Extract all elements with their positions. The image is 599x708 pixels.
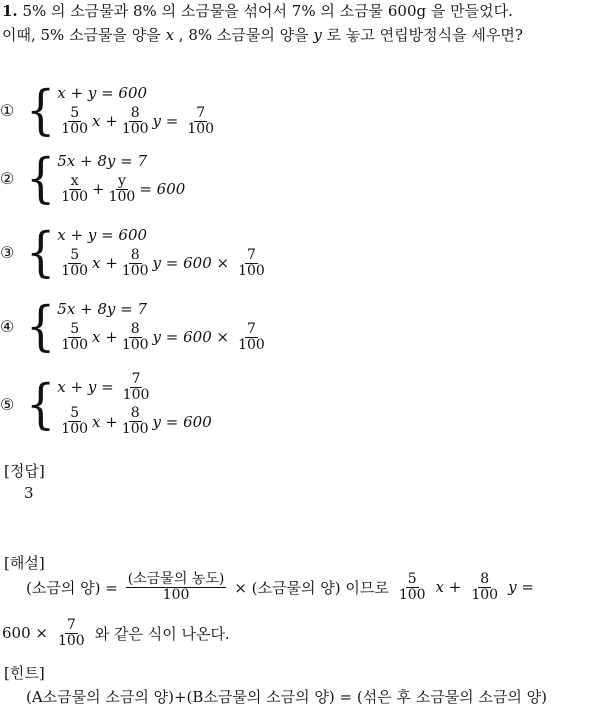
explanation-pre: (소금의 양) =: [26, 578, 118, 597]
choice-1-frac-b-num: 8: [130, 105, 140, 121]
choice-5-frac-b: [120, 406, 151, 436]
problem-line-1: [2, 0, 513, 21]
choice-4-eq1: 5x + 8y = 7: [57, 300, 148, 318]
choice-2-frac-a-num: x: [70, 173, 79, 189]
choice-4-frac-c: [236, 322, 267, 352]
choice-5-mark: ⑤: [0, 394, 15, 414]
choice-4[interactable]: [0, 295, 269, 358]
exp-frac-2: [469, 572, 500, 602]
choice-5-t2: y = 600: [152, 412, 212, 431]
choice-4-row-2: [57, 322, 269, 352]
brace-icon: {: [26, 295, 56, 358]
choice-3-frac-a: [59, 248, 90, 278]
problem-line-2: [2, 24, 523, 45]
choice-4-t1: x +: [92, 328, 118, 347]
choice-5-frac-a: [59, 406, 90, 436]
choice-5[interactable]: [0, 372, 212, 437]
hint-text: (A소금물의 소금의 양)+(B소금물의 소금의 양) = (섞은 후 소금물의 소금의 양): [26, 688, 548, 706]
choice-1-frac-a-den: 100: [61, 120, 89, 137]
choice-3-mark: ③: [0, 242, 15, 262]
choice-1-frac-a: [59, 106, 90, 136]
choice-4-frac-a-num: 5: [70, 321, 80, 337]
answer-label: [정답]: [4, 462, 45, 480]
problem-text-2a: 이때, 5% 소금물을 양을: [2, 26, 166, 44]
choice-3-frac-c-den: 100: [238, 262, 265, 279]
choice-1-system: [57, 84, 218, 136]
choice-4-frac-a: [59, 322, 90, 352]
brace-icon: {: [26, 373, 56, 436]
problem-text-1: 5% 의 소금물과 8% 의 소금물을 섞어서 7% 의 소금물 600g 을 만들었다.: [22, 2, 513, 20]
choice-5-eq1-frac-num: 7: [131, 371, 141, 387]
concentration-fraction: [126, 572, 227, 602]
problem-number: 1.: [2, 2, 18, 20]
choice-2-frac-b-den: 100: [108, 188, 136, 205]
choice-3-system: [57, 226, 269, 278]
choice-2-frac-b: [107, 174, 138, 204]
choice-2-row-1: [57, 152, 185, 170]
choice-4-frac-b-num: 8: [130, 321, 140, 337]
choice-3-frac-b-den: 100: [121, 262, 149, 279]
choice-1-t1: x +: [92, 112, 118, 131]
choice-3-eq1: x + y = 600: [57, 226, 148, 244]
exp-f2-d: 100: [471, 586, 499, 603]
frac-den: 100: [162, 586, 190, 603]
choice-5-eq1: x + y =: [57, 378, 114, 397]
var-y: y: [313, 26, 322, 44]
exp-frac-1: [397, 572, 428, 602]
choice-3[interactable]: [0, 221, 269, 284]
exp-line2-post: 와 같은 식이 나온다.: [94, 624, 230, 643]
choice-4-frac-a-den: 100: [61, 336, 89, 353]
exp-f3-d: 100: [57, 632, 85, 649]
choice-1-row-2: [57, 106, 218, 136]
choice-4-frac-c-num: 7: [247, 321, 256, 337]
explanation-line-2: [2, 618, 230, 648]
choice-4-row-1: [57, 300, 269, 318]
choice-2-t2: = 600: [139, 180, 186, 199]
brace-icon: {: [26, 221, 56, 284]
choice-4-t2: y = 600 ×: [152, 328, 230, 347]
choice-5-frac-a-num: 5: [70, 405, 80, 422]
brace-icon: {: [26, 79, 56, 142]
choice-3-frac-c: [236, 248, 267, 278]
exp-f1-n: 5: [407, 571, 417, 587]
choice-1-frac-c-den: 100: [187, 120, 215, 137]
choice-5-frac-b-den: 100: [121, 421, 149, 438]
problem-text-2b: , 8% 소금물의 양을: [174, 26, 314, 44]
choice-2[interactable]: [0, 147, 186, 210]
choice-1-mark: ①: [0, 100, 15, 120]
exp-f1-d: 100: [398, 586, 426, 603]
exp-line2-pre: 600 ×: [2, 624, 48, 643]
exp-t2: y =: [508, 578, 534, 597]
frac-num: (소금물의 농도): [127, 571, 225, 587]
choice-2-row-2: [57, 174, 185, 204]
choice-5-eq1-frac-den: 100: [122, 386, 150, 403]
exp-frac-3: [56, 618, 87, 648]
choice-3-frac-b-num: 8: [130, 247, 140, 263]
choice-1-frac-a-num: 5: [70, 105, 80, 121]
choice-1[interactable]: [0, 79, 218, 142]
choice-1-eq1: x + y = 600: [57, 84, 148, 102]
brace-icon: {: [26, 147, 56, 210]
choice-5-row-2: [57, 406, 211, 436]
choice-3-frac-a-den: 100: [61, 262, 89, 279]
choice-1-t2: y =: [152, 112, 179, 131]
choice-2-frac-a: [59, 174, 90, 204]
choice-5-t1: x +: [92, 412, 118, 431]
exp-t1: x +: [435, 578, 462, 597]
choice-1-row-1: [57, 84, 218, 102]
choice-2-mark: ②: [0, 168, 15, 188]
choice-4-frac-c-den: 100: [238, 336, 265, 353]
choice-4-frac-b-den: 100: [121, 336, 149, 353]
exp-f3-n: 7: [66, 617, 76, 633]
problem-text-2c: 로 놓고 연립방정식을 세우면?: [321, 26, 523, 44]
choice-5-row-1: [57, 372, 211, 402]
choice-2-frac-b-num: y: [118, 173, 126, 189]
choice-5-system: [57, 372, 211, 437]
choice-5-frac-b-num: 8: [130, 405, 140, 422]
choice-2-system: [57, 152, 185, 204]
choice-2-frac-a-den: 100: [61, 188, 89, 205]
choice-3-t1: x +: [92, 254, 118, 273]
choice-3-frac-c-num: 7: [247, 247, 256, 263]
var-x: x: [165, 26, 175, 44]
choice-2-eq1: 5x + 8y = 7: [57, 152, 148, 170]
hint-label: [힌트]: [4, 664, 45, 682]
choice-4-system: [57, 300, 269, 352]
choice-4-frac-b: [120, 322, 151, 352]
choice-1-frac-c: [185, 106, 216, 136]
choice-3-frac-a-num: 5: [70, 247, 80, 263]
exp-f2-n: 8: [480, 571, 490, 587]
choice-3-t2: y = 600 ×: [152, 254, 230, 273]
choice-2-t1: +: [92, 180, 105, 199]
explanation-post: × (소금물의 양) 이므로: [234, 578, 389, 597]
choice-3-row-1: [57, 226, 269, 244]
choice-3-frac-b: [120, 248, 151, 278]
choice-4-mark: ④: [0, 316, 15, 336]
explanation-line-1: [26, 572, 534, 602]
choice-1-frac-b-den: 100: [121, 120, 149, 137]
choice-1-frac-c-num: 7: [196, 105, 206, 121]
explanation-label: [해설]: [4, 554, 45, 572]
choice-5-frac-a-den: 100: [61, 421, 89, 438]
choice-3-row-2: [57, 248, 269, 278]
choice-5-eq1-frac: [121, 372, 152, 402]
choice-1-frac-b: [120, 106, 151, 136]
answer-value: 3: [24, 484, 34, 502]
